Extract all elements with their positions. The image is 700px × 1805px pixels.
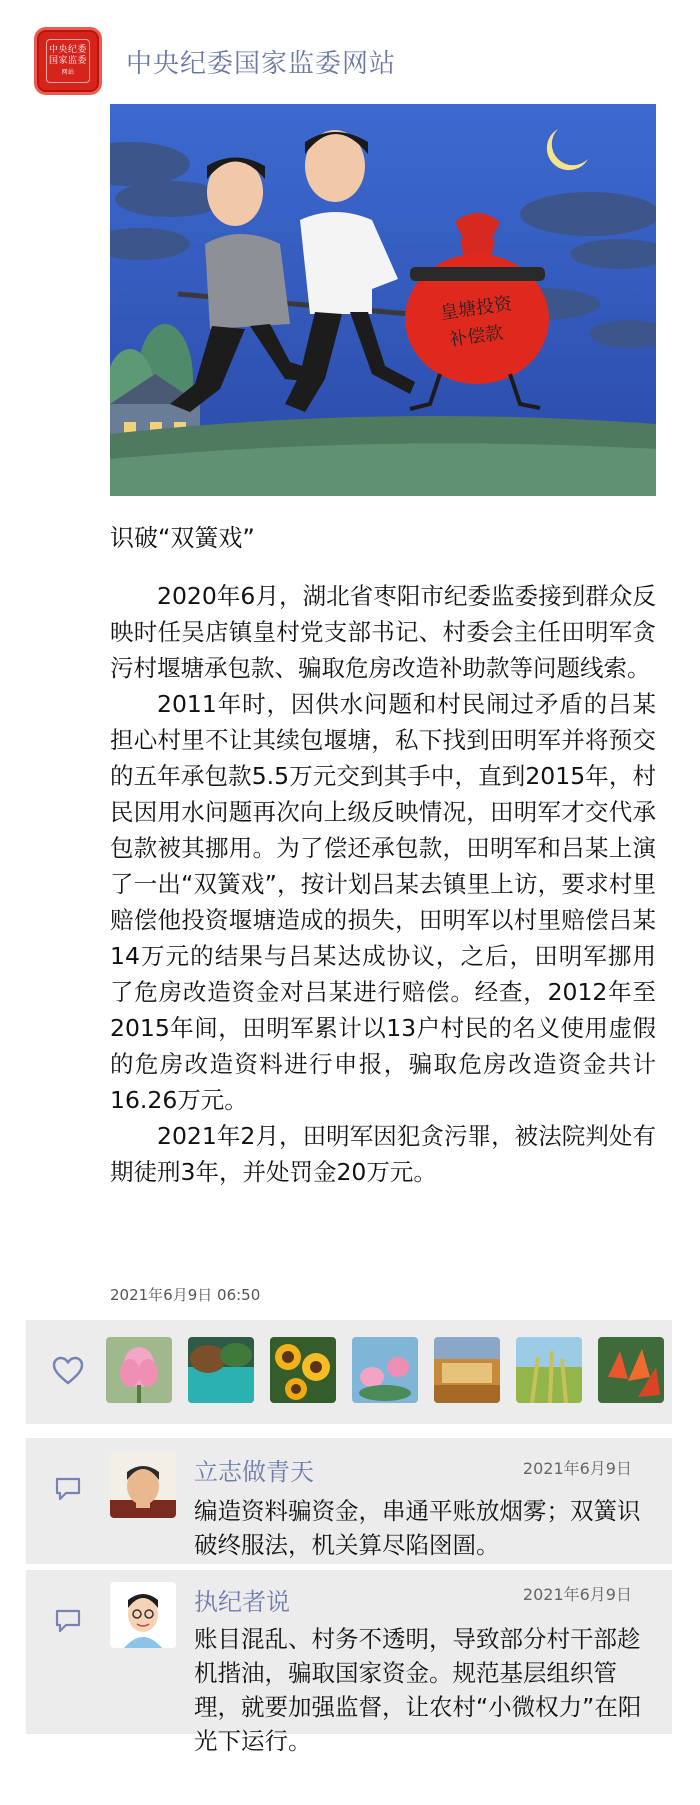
comment-text: 账目混乱、村务不透明，导致部分村干部趁机揩油，骗取国家资金。规范基层组织管理，就要加强监督，让农村“小微权力”在阳光下运行。 xyxy=(194,1625,642,1755)
liker-avatar-lotus-pond[interactable] xyxy=(352,1337,418,1403)
bag-label-line2: 补偿款 xyxy=(448,322,505,351)
logo-text-line-1: 中央纪委 xyxy=(48,45,87,55)
bag-label-line1: 皇塘投资 xyxy=(439,293,514,324)
comment-item xyxy=(26,1570,672,1755)
article-illustration xyxy=(110,104,656,496)
liker-avatar-sunflowers[interactable] xyxy=(270,1337,336,1403)
likes-panel xyxy=(26,1320,672,1424)
site-logo[interactable] xyxy=(34,27,102,95)
comment-icon[interactable] xyxy=(54,1476,82,1502)
logo-frame xyxy=(46,39,90,83)
liker-avatar-waterfall[interactable] xyxy=(434,1337,500,1403)
article-paragraph: 2020年6月，湖北省枣阳市纪委监委接到群众反映时任吴店镇皇村党支部书记、村委会主任田明军贪污村堰塘承包款、骗取危房改造补助款等问题线索。 xyxy=(110,582,656,682)
comment-date: 2021年6月9日 xyxy=(522,1585,632,1604)
article-timestamp: 2021年6月9日 06:50 xyxy=(110,1286,261,1304)
article-title: 识破“双簧戏” xyxy=(110,524,255,552)
article-paragraph: 2011年时，因供水问题和村民闹过矛盾的吕某担心村里不让其续包堰塘，私下找到田明军并将预交的五年承包款5.5万元交到其手中，直到2015年，村民因用水问题再次向上级反映情况，田明军才交代承包款被其挪用。为了偿还承包款，田明军和吕某上演了一出“双簧戏”，按计划吕某去镇里上访，要求村里赔偿他投资堰塘造成的损失，田明军以村里赔偿吕某14万元的结果与吕某达成协议，之后，田明军挪用了危房改造资金对吕某进行赔偿。经查，2012年至2015年间，田明军累计以13户村民的名义使用虚假的危房改造资料进行申报，骗取危房改造资金共计16.26万元。 xyxy=(110,690,656,1114)
article-paragraph: 2021年2月，田明军因犯贪污罪，被法院判处有期徒刑3年，并处罚金20万元。 xyxy=(110,1122,656,1186)
logo-text-line-3: 网站 xyxy=(61,69,75,76)
liker-avatar-lotus[interactable] xyxy=(106,1337,172,1403)
comment-date: 2021年6月9日 xyxy=(522,1459,632,1478)
site-name[interactable]: 中央纪委国家监委网站 xyxy=(126,48,397,79)
avatar[interactable] xyxy=(110,1452,176,1518)
comment-icon[interactable] xyxy=(54,1608,82,1634)
commenter-name[interactable]: 立志做青天 xyxy=(194,1458,314,1486)
liker-avatar-flowers[interactable] xyxy=(598,1337,664,1403)
logo-text-line-2: 国家监委 xyxy=(48,56,87,66)
article xyxy=(110,520,656,1190)
article-body xyxy=(110,578,656,1190)
liker-avatar-wheat[interactable] xyxy=(516,1337,582,1403)
commenter-name[interactable]: 执纪者说 xyxy=(194,1588,290,1616)
comment-text: 编造资料骗资金，串通平账放烟雾；双簧识破终服法，机关算尽陷囹圄。 xyxy=(194,1497,641,1559)
avatar[interactable] xyxy=(110,1582,176,1648)
cartoon-svg xyxy=(110,104,656,496)
heart-icon[interactable] xyxy=(52,1356,84,1386)
comment-item xyxy=(26,1438,672,1564)
site-header xyxy=(34,26,396,96)
liker-avatar-lake[interactable] xyxy=(188,1337,254,1403)
